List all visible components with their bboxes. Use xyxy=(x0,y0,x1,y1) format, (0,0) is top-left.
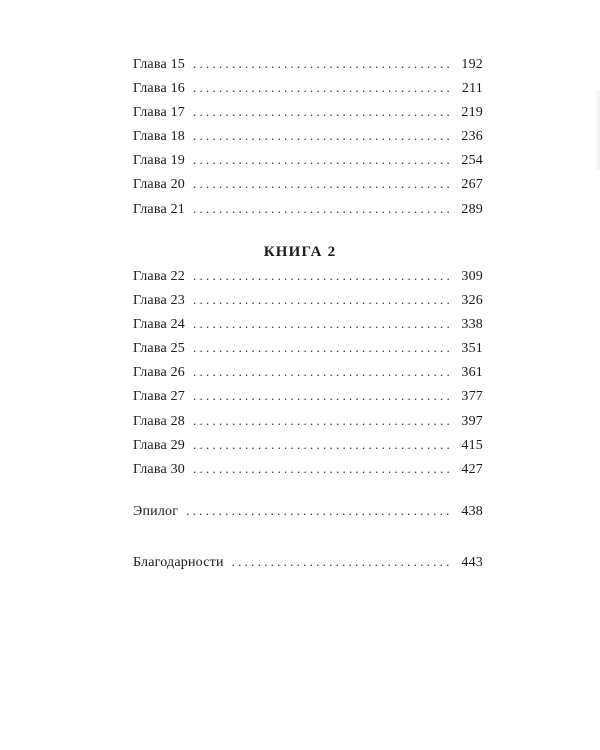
page-edge-shadow xyxy=(594,90,600,170)
toc-entry-label: Глава 28 xyxy=(133,413,185,429)
toc-entry-page-number: 338 xyxy=(461,317,483,333)
toc-entry-label: Глава 16 xyxy=(133,81,185,97)
toc-entry-label: Эпилог xyxy=(133,504,179,519)
dot-leader xyxy=(193,100,451,124)
dot-leader xyxy=(193,52,451,76)
toc-entry-page-number: 377 xyxy=(461,389,483,405)
toc-entry-page-number: 219 xyxy=(461,105,483,121)
dot-leader xyxy=(193,409,451,433)
dot-leader xyxy=(193,433,451,457)
toc-entry[interactable] xyxy=(133,336,483,360)
dot-leader xyxy=(232,550,451,574)
toc-entry-page-number: 351 xyxy=(461,341,483,357)
dot-leader xyxy=(193,172,451,196)
toc-entry-epilogue[interactable] xyxy=(133,499,483,523)
toc-entry[interactable] xyxy=(133,197,483,221)
toc-entry-label: Благодарности xyxy=(133,555,224,570)
toc-entry-page-number: 211 xyxy=(461,81,483,97)
toc-entry-label: Глава 17 xyxy=(133,105,185,121)
toc-entry-page-number: 326 xyxy=(461,293,483,309)
toc-entry[interactable] xyxy=(133,312,483,336)
toc-entry[interactable] xyxy=(133,409,483,433)
toc-entry-label: Глава 24 xyxy=(133,317,185,333)
toc-entry-label: Глава 15 xyxy=(133,57,185,72)
toc-entry-page-number: 415 xyxy=(461,437,483,453)
toc-entry-page-number: 309 xyxy=(461,269,483,284)
dot-leader xyxy=(193,148,451,172)
dot-leader xyxy=(193,312,451,336)
dot-leader xyxy=(193,264,451,288)
toc-entry[interactable] xyxy=(133,124,483,148)
toc-entry-page-number: 427 xyxy=(461,461,483,477)
dot-leader xyxy=(193,360,451,384)
toc-part-1-list xyxy=(133,52,483,221)
toc-entry-label: Глава 18 xyxy=(133,129,185,145)
toc-entry-label: Глава 30 xyxy=(133,461,185,477)
dot-leader xyxy=(193,457,451,481)
toc-entry-acknowledgements[interactable] xyxy=(133,550,483,574)
toc-entry-label: Глава 21 xyxy=(133,201,185,217)
toc-entry-page-number: 289 xyxy=(461,201,483,217)
toc-entry-label: Глава 26 xyxy=(133,365,185,381)
dot-leader xyxy=(193,288,451,312)
toc-entry-page-number: 254 xyxy=(461,153,483,169)
toc-entry-label: Глава 29 xyxy=(133,437,185,453)
toc-entry[interactable] xyxy=(133,172,483,196)
toc-acknowledgements-list xyxy=(133,550,483,574)
toc-entry-page-number: 236 xyxy=(461,129,483,145)
toc-entry-page-number: 438 xyxy=(461,504,483,519)
toc-entry[interactable] xyxy=(133,264,483,288)
toc-entry[interactable] xyxy=(133,384,483,408)
dot-leader xyxy=(193,336,451,360)
toc-entry-label: Глава 25 xyxy=(133,341,185,357)
dot-leader xyxy=(193,124,451,148)
toc-entry[interactable] xyxy=(133,433,483,457)
book-2-heading: КНИГА 2 xyxy=(263,244,337,260)
toc-entry-page-number: 267 xyxy=(461,177,483,193)
toc-epilogue-list xyxy=(133,499,483,523)
toc-entry-label: Глава 23 xyxy=(133,293,185,309)
toc-entry-label: Глава 22 xyxy=(133,269,185,284)
dot-leader xyxy=(193,197,451,221)
toc-entry-label: Глава 19 xyxy=(133,153,185,169)
toc-entry[interactable] xyxy=(133,52,483,76)
toc-entry[interactable] xyxy=(133,100,483,124)
toc-entry-label: Глава 27 xyxy=(133,389,185,405)
dot-leader xyxy=(193,76,451,100)
toc-entry[interactable] xyxy=(133,148,483,172)
toc-entry[interactable] xyxy=(133,288,483,312)
toc-entry[interactable] xyxy=(133,457,483,481)
toc-entry[interactable] xyxy=(133,360,483,384)
toc-entry-page-number: 397 xyxy=(461,413,483,429)
toc-part-2-list xyxy=(133,264,483,481)
toc-entry[interactable] xyxy=(133,76,483,100)
dot-leader xyxy=(186,499,451,523)
toc-entry-page-number: 443 xyxy=(461,555,483,570)
toc-entry-label: Глава 20 xyxy=(133,177,185,193)
dot-leader xyxy=(193,384,451,408)
toc-entry-page-number: 361 xyxy=(461,365,483,381)
toc-entry-page-number: 192 xyxy=(461,57,483,72)
